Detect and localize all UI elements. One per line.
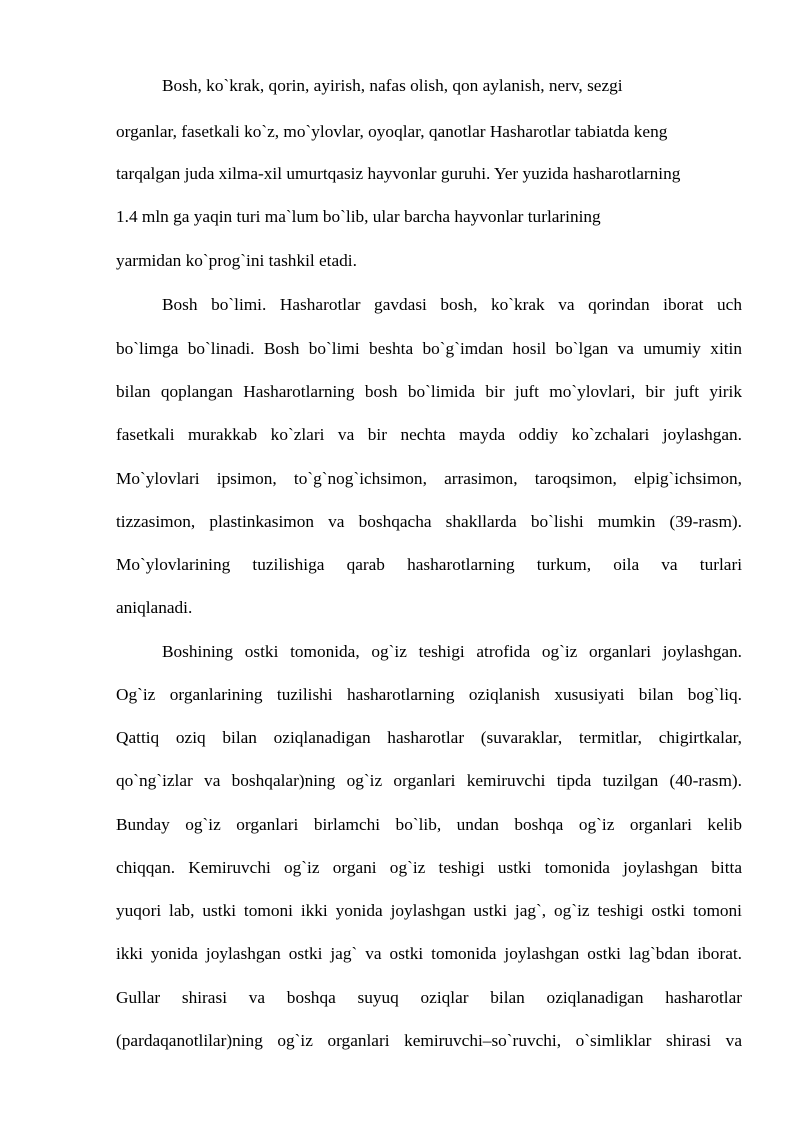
text-line: Og`iz organlarining tuzilishi hasharotlarning oziqlanish xususiyati bilan bog`liq. [116,685,742,704]
text-line: qo`ng`izlar va boshqalar)ning og`iz organlari kemiruvchi tipda tuzilgan (40-rasm). [116,771,742,790]
text-line: fasetkali murakkab ko`zlari va bir nechta mayda oddiy ko`zchalari joylashgan. [116,425,742,444]
text-line: aniqlanadi. [116,598,193,617]
text-line: Bosh bo`limi. Hasharotlar gavdasi bosh, ko`krak va qorindan iborat uch [162,295,742,314]
text-line: Mo`ylovlari ipsimon, to`g`nog`ichsimon, arrasimon, taroqsimon, elpig`ichsimon, [116,469,742,488]
text-line: ikki yonida joylashgan ostki jag` va ostki tomonida joylashgan ostki lag`bdan iborat. [116,944,742,963]
text-line: tarqalgan juda xilma-xil umurtqasiz hayvonlar guruhi. Yer yuzida hasharotlarning [116,164,681,183]
text-line: organlar, fasetkali ko`z, mo`ylovlar, oyoqlar, qanotlar Hasharotlar tabiatda keng [116,122,668,141]
text-line: bilan qoplangan Hasharotlarning bosh bo`limida bir juft mo`ylovlari, bir juft yirik [116,382,742,401]
text-line: bo`limga bo`linadi. Bosh bo`limi beshta bo`g`imdan hosil bo`lgan va umumiy xitin [116,339,742,358]
text-line: Boshining ostki tomonida, og`iz teshigi atrofida og`iz organlari joylashgan. [162,642,742,661]
text-line: Gullar shirasi va boshqa suyuq oziqlar bilan oziqlanadigan hasharotlar [116,988,742,1007]
text-line: chiqqan. Kemiruvchi og`iz organi og`iz teshigi ustki tomonida joylashgan bitta [116,858,742,877]
text-line: tizzasimon, plastinkasimon va boshqacha shakllarda bo`lishi mumkin (39-rasm). [116,512,742,531]
text-line: yarmidan ko`prog`ini tashkil etadi. [116,251,357,270]
text-line: (pardaqanotlilar)ning og`iz organlari kemiruvchi–so`ruvchi, o`simliklar shirasi va [116,1031,742,1050]
text-line: Bosh, ko`krak, qorin, ayirish, nafas olish, qon aylanish, nerv, sezgi [162,76,623,95]
text-line: Qattiq oziq bilan oziqlanadigan hasharotlar (suvaraklar, termitlar, chigirtkalar, [116,728,742,747]
text-line: 1.4 mln ga yaqin turi ma`lum bo`lib, ular barcha hayvonlar turlarining [116,207,601,226]
text-line: Bunday og`iz organlari birlamchi bo`lib, undan boshqa og`iz organlari kelib [116,815,742,834]
text-line: Mo`ylovlarining tuzilishiga qarab hasharotlarning turkum, oila va turlari [116,555,742,574]
text-line: yuqori lab, ustki tomoni ikki yonida joylashgan ustki jag`, og`iz teshigi ostki tomoni [116,901,742,920]
